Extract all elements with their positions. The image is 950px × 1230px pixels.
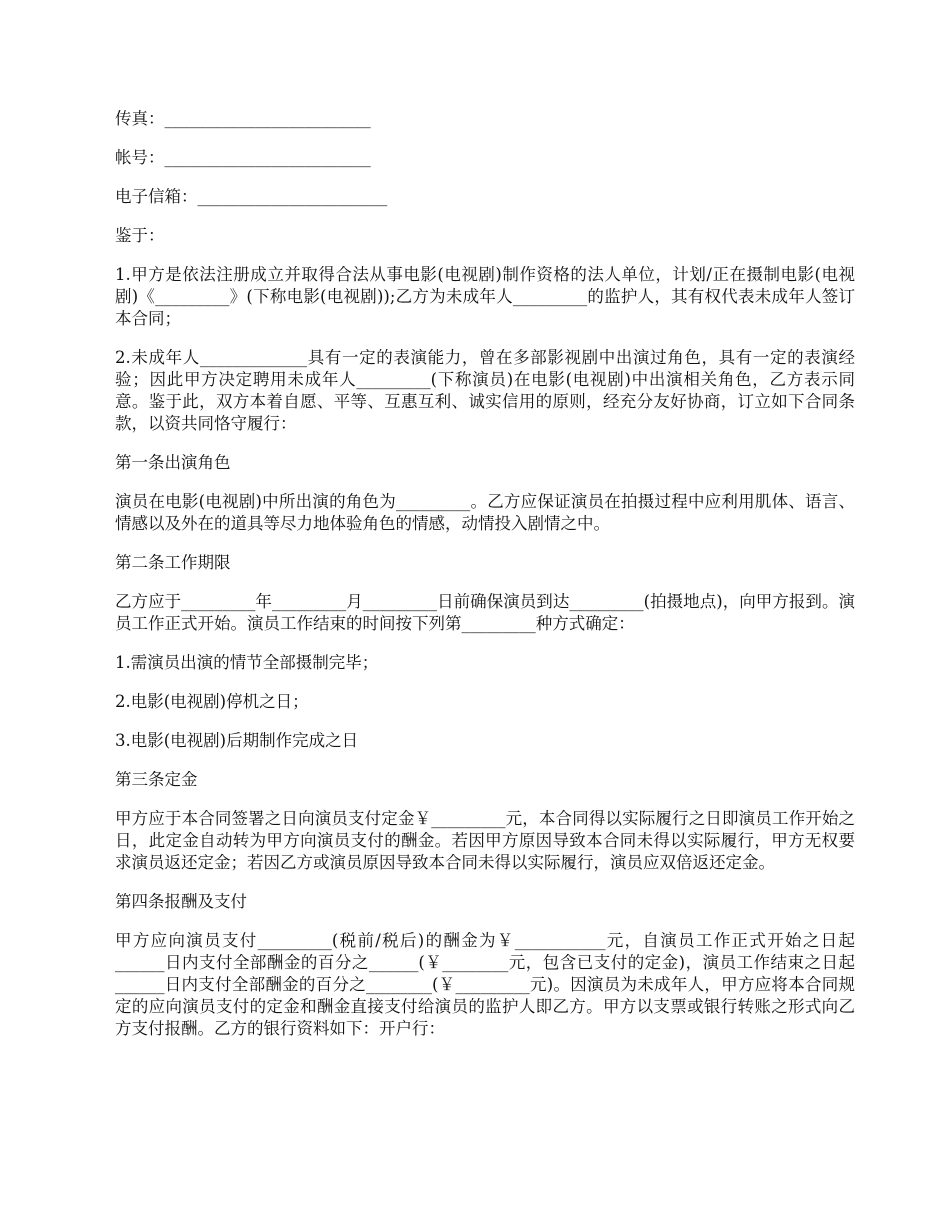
article-4-title: 第四条报酬及支付: [115, 892, 247, 911]
recital-2: 2.未成年人_____________具有一定的表演能力，曾在多部影视剧中出演过角色，具有一定的表演经验；因此甲方决定聘用未成年人_________(下称演员)在电影(电视剧)中出演相关角色，乙方表示同意。鉴于此，双方本着自愿、平等、互惠互利、诚实信用的原则，经充分友好协商，订立如下合同条款，以资共同恪守履行：: [115, 348, 855, 433]
article-3-body: 甲方应于本合同签署之日向演员支付定金￥_________元，本合同得以实际履行之日即演员工作开始之日，此定金自动转为甲方向演员支付的酬金。若因甲方原因导致本合同未得以实际履行，甲方无权要求演员返还定金；若因乙方或演员原因导致本合同未得以实际履行，演员应双倍返还定金。: [115, 809, 855, 872]
article-2-body: 乙方应于_________年_________月_________日前确保演员到达_________(拍摄地点)，向甲方报到。演员工作正式开始。演员工作结束的时间按下列第_________种方式确定：: [115, 592, 855, 633]
article-1-body: 演员在电影(电视剧)中所出演的角色为_________。乙方应保证演员在拍摄过程中应利用肌体、语言、情感以及外在的道具等尽力地体验角色的情感，动情投入剧情之中。: [115, 492, 855, 533]
account-field: 帐号：_________________________: [115, 148, 371, 167]
article-2-title: 第二条工作期限: [115, 553, 231, 572]
email-field: 电子信箱：_______________________: [115, 187, 388, 206]
contract-page: [115, 108, 855, 1057]
article-4-body: 甲方应向演员支付_________(税前/税后)的酬金为￥___________元，自演员工作正式开始之日起______日内支付全部酬金的百分之______(￥________元，包含已支付的定金)，演员工作结束之日起______日内支付全部酬金的百分之________(￥_________元)。因演员为未成年人，甲方应将本合同规定的应向演员支付的定金和酬金直接支付给演员的监护人即乙方。甲方以支票或银行转账之形式向乙方支付报酬。乙方的银行资料如下：开户行：: [115, 931, 855, 1038]
article-2-item-3: 3.电影(电视剧)后期制作完成之日: [115, 731, 359, 750]
article-3-title: 第三条定金: [115, 770, 198, 789]
article-1-title: 第一条出演角色: [115, 453, 231, 472]
recital-1: 1.甲方是依法注册成立并取得合法从事电影(电视剧)制作资格的法人单位，计划/正在摄制电影(电视剧)《_________》(下称电影(电视剧));乙方为未成年人_________的监护人，其有权代表未成年人签订本合同；: [115, 265, 855, 328]
fax-field: 传真：_________________________: [115, 109, 371, 128]
article-2-item-2: 2.电影(电视剧)停机之日；: [115, 692, 309, 711]
article-2-item-1: 1.需演员出演的情节全部摄制完毕；: [115, 653, 379, 672]
whereas-heading: 鉴于：: [115, 226, 165, 245]
